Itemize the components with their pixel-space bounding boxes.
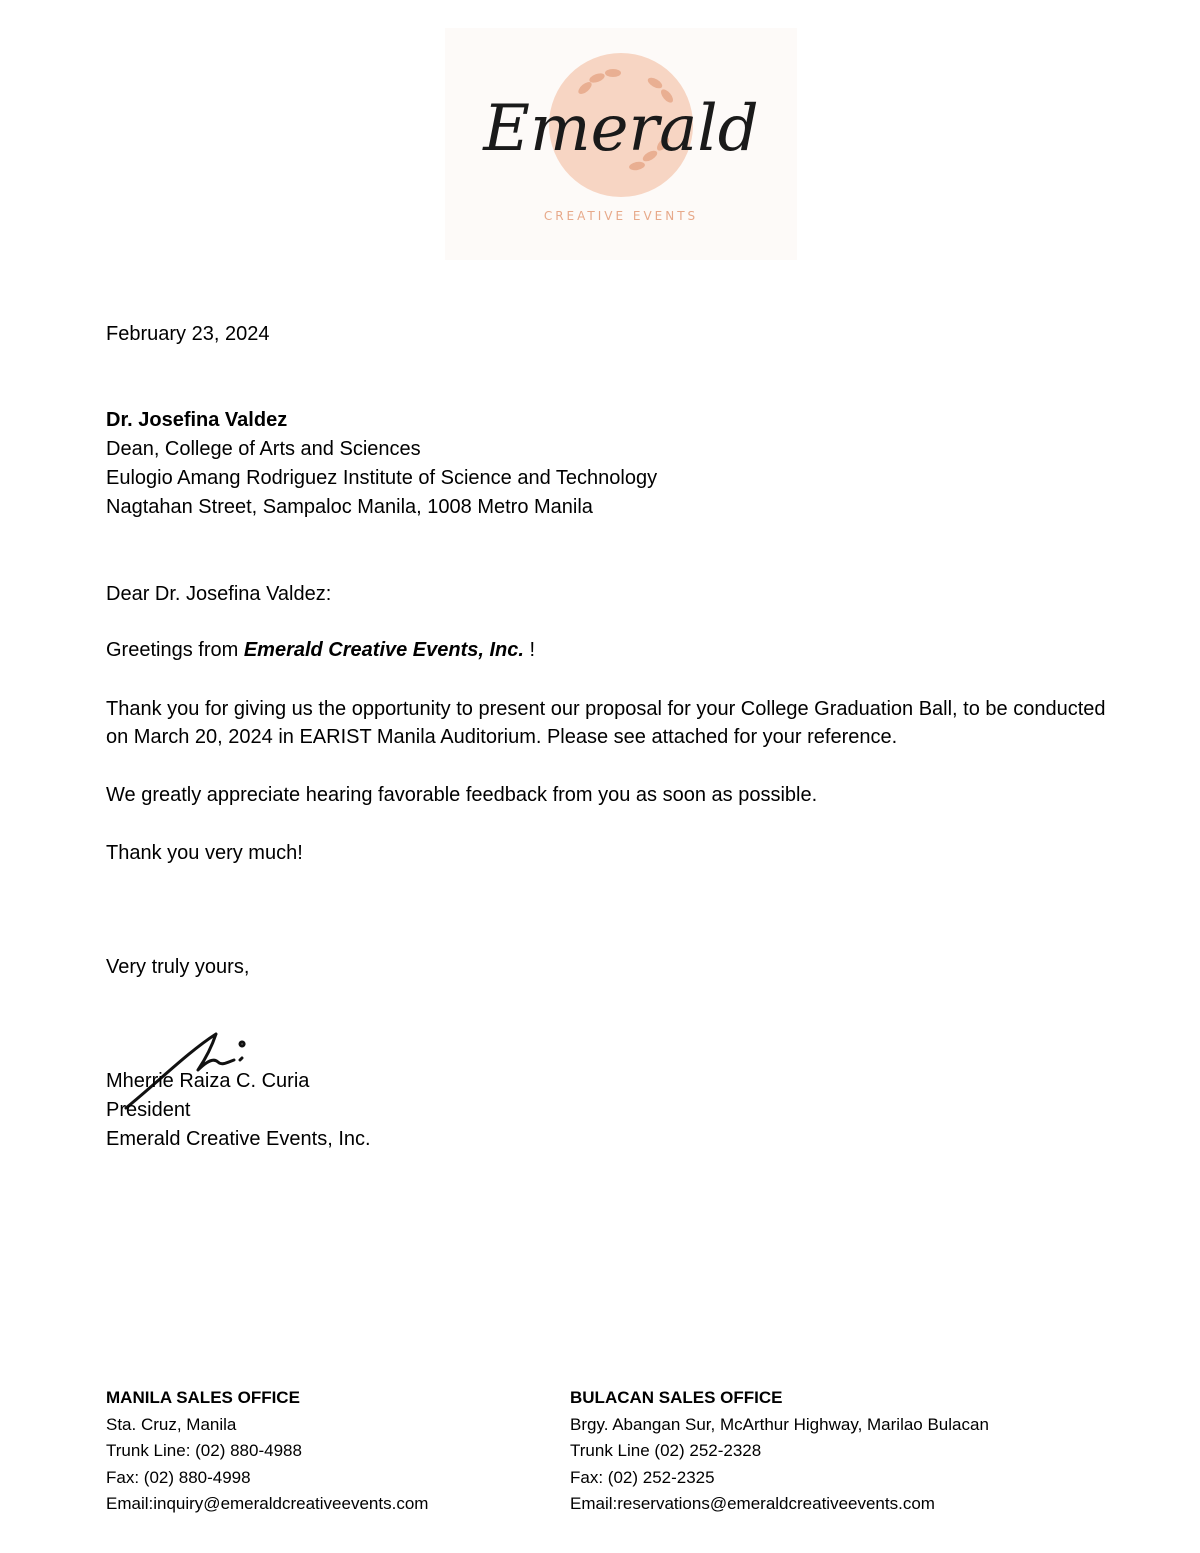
bulacan-sales-office <box>570 1385 989 1518</box>
logo-subtitle: CREATIVE EVENTS <box>543 209 699 223</box>
signatory-name: Mherrie Raiza C. Curia <box>106 1070 310 1092</box>
greeting-line <box>106 636 535 665</box>
body-paragraph-2: We greatly appreciate hearing favorable feedback from you as soon as possible. <box>106 784 818 806</box>
body-paragraph-3: Thank you very much! <box>106 842 303 864</box>
bulacan-office-fax: Fax: (02) 252-2325 <box>570 1467 715 1487</box>
greeting-prefix: Greetings from <box>106 639 244 661</box>
logo-script-text: Emerald <box>483 92 759 166</box>
recipient-address: Nagtahan Street, Sampaloc Manila, 1008 Metro Manila <box>106 496 593 518</box>
bulacan-office-trunk-line: Trunk Line (02) 252-2328 <box>570 1441 762 1460</box>
closing: Very truly yours, <box>106 956 250 978</box>
recipient-title: Dean, College of Arts and Sciences <box>106 438 421 460</box>
manila-office-title: MANILA SALES OFFICE <box>106 1388 300 1407</box>
salutation: Dear Dr. Josefina Valdez: <box>106 583 332 605</box>
manila-sales-office <box>106 1385 428 1518</box>
greeting-suffix: ! <box>523 639 536 661</box>
bulacan-office-title: BULACAN SALES OFFICE <box>570 1388 783 1407</box>
letter-date: February 23, 2024 <box>106 323 270 345</box>
recipient-name: Dr. Josefina Valdez <box>106 409 288 431</box>
bulacan-office-address: Brgy. Abangan Sur, McArthur Highway, Marilao Bulacan <box>570 1414 989 1434</box>
emerald-logo-graphic <box>445 28 797 260</box>
signatory-position: President <box>106 1099 191 1121</box>
body-paragraph-1: Thank you for giving us the opportunity to present our proposal for your College Graduation Ball, to be conducted on March 20, 2024 in EARIST Manila Auditorium. Please see attached for your reference. <box>106 698 1106 748</box>
greeting-company: Emerald Creative Events, Inc. <box>243 639 524 661</box>
recipient-institution: Eulogio Amang Rodriguez Institute of Science and Technology <box>106 467 658 489</box>
manila-office-fax: Fax: (02) 880-4998 <box>106 1467 251 1487</box>
manila-office-trunk-line: Trunk Line: (02) 880-4988 <box>106 1441 302 1460</box>
bulacan-office-email: Email:reservations@emeraldcreativeevents.com <box>570 1494 935 1513</box>
company-logo <box>445 28 797 260</box>
signatory-company: Emerald Creative Events, Inc. <box>106 1128 371 1150</box>
manila-office-address: Sta. Cruz, Manila <box>106 1414 237 1434</box>
manila-office-email: Email:inquiry@emeraldcreativeevents.com <box>106 1494 429 1513</box>
